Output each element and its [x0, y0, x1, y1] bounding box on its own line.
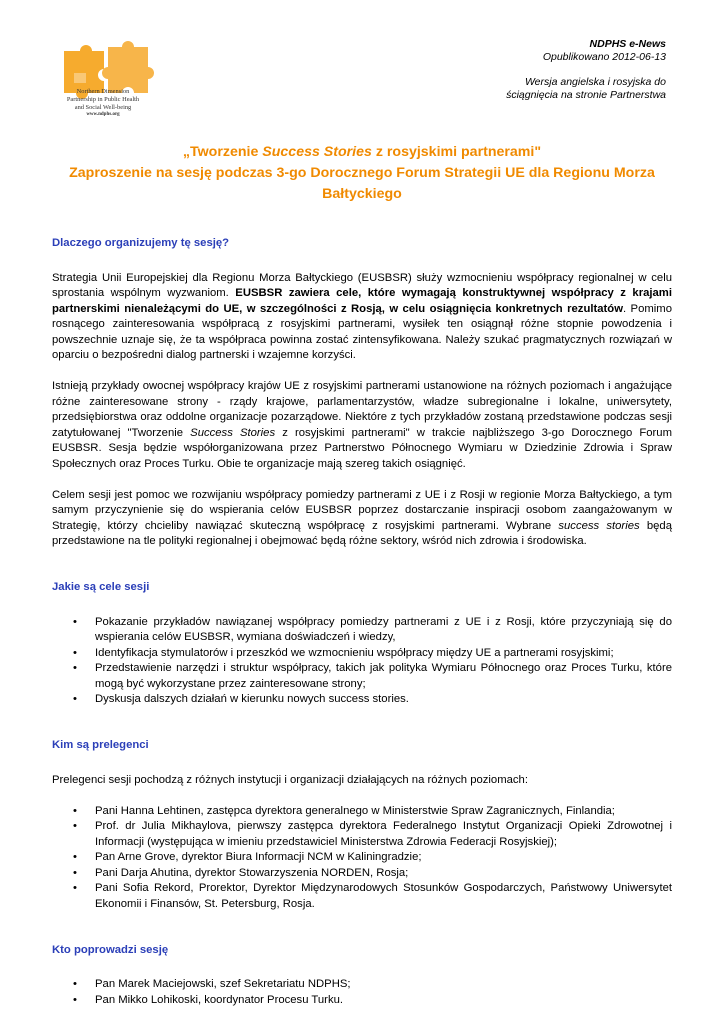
text: Strategia Unii Europejskiej dla Regionu Morza Bałtyckiego (EUSBSR) służy wzmocnieniu współpracy regionalnej w celu sprostania wspólnym wyzwaniom.: [52, 271, 672, 299]
title-line-2: Zaproszenie na sesję podczas 3-go Dorocznego Forum Strategii UE dla Regionu Morza Bałtyckiego: [69, 165, 655, 202]
published-date: Opublikowano 2012-06-13: [542, 50, 666, 63]
text: Celem sesji jest pomoc we rozwijaniu współpracy pomiedzy partnerami z UE i z Rosji w regionie Morza Bałtyckiego, a tym samym przyczynienie się do wspierania celów EUSBSR poprzez dostarczanie inspiracji osobom zaangażowanym w Strategię, którzy chcieliby nawiązać skuteczną współpracę z rosyjskimi partnerami. Wybrane: [52, 488, 672, 532]
paragraph-2: [52, 379, 672, 472]
title-line-1: [40, 142, 684, 163]
logo-url: www.ndphs.org: [86, 112, 120, 118]
logo-line-2: Partnership in Public Health: [66, 95, 140, 103]
text: . Pomimo rosnącego zainteresowania współpracą z rosyjskimi partnerami, wysiłek ten osiągnął różne stopnie powodzenia i powszechnie uznaje się, że ta współpraca powinna zostać zintensyfikowana. Należy szukać pragmatycznych rozwiązań w oparciu o bezpośredni dialog partnerski i wzajemne korzyści.: [52, 302, 672, 361]
newsletter-name: NDPHS e-News: [589, 38, 666, 50]
text: Istnieją przykłady owocnej współpracy krajów UE z rosyjskimi partnerami ustanowione na różnych poziomach i angażujące różne zainteresowane strony - rządy krajowe, parlamentarzystów, władze subregionalne i lokalne, uniwersytety, przedsiębiorstwa oraz oddolne organizacje pozarządowe. Niektóre z tych przykładów zostaną przedstawione podczas sesji zatytułowanej "Tworzenie: [52, 380, 672, 439]
section-heading-goals: Jakie są cele sesji: [52, 581, 150, 593]
list-item: • Pan Mikko Lohikoski, koordynator Procesu Turku.: [95, 993, 672, 1009]
speakers-intro: Prelegenci sesji pochodzą z różnych instytucji i organizacji działających na różnych poziomach:: [52, 773, 528, 786]
list-item: • Pani Sofia Rekord, Prorektor, Dyrektor Międzynarodowych Stosunków Gospodarczych, Państwowy Uniwersytet Ekonomii i Finansów, St. Petersburg, Rosja.: [95, 881, 672, 912]
list-item: • Identyfikacja stymulatorów i przeszkód we wzmocnieniu współpracy między UE a partnerami rosyjskimi;: [95, 646, 672, 662]
list-item: • Prof. dr Julia Mikhaylova, pierwszy zastępca dyrektora Federalnego Instytut Organizacji Opieki Zdrowotnej i Informacji (występująca w imieniu przedstawiciel Ministerstwa Zdrowia Federacji Rosyjskiej);: [95, 819, 672, 850]
section-heading-why: Dlaczego organizujemy tę sesję?: [52, 237, 230, 249]
document-body: [52, 236, 672, 1024]
text: z rosyjskimi partnerami" w trakcie najbliższego 3-go Dorocznego Forum EUSBSR. Sesja będzie współorganizowana przez Partnerstwo Północnego Wymiaru w Dziedzinie Zdrowia i Spraw Społecznych oraz Proces Turku. Obie te organizacje mają szereg takich osiągnięć.: [52, 426, 672, 470]
moderators-list: [52, 977, 672, 1008]
goals-list: [52, 615, 672, 708]
language-note-1: Wersja angielska i rosyjska do: [524, 76, 666, 88]
list-item: • Dyskusja dalszych działań w kierunku nowych success stories.: [95, 692, 672, 708]
list-item: • Pani Darja Ahutina, dyrektor Stowarzyszenia NORDEN, Rosja;: [95, 866, 672, 882]
logo-line-3: and Social Well-being: [74, 103, 132, 111]
header-meta: [506, 38, 666, 101]
title-italic: Success Stories: [262, 144, 372, 160]
list-item: • Pani Hanna Lehtinen, zastępca dyrektora generalnego w Ministerstwie Spraw Zagranicznych, Finlandia;: [95, 804, 672, 820]
list-item: • Pokazanie przykładów nawiązanej współpracy pomiedzy partnerami z UE i z Rosji, które przyczyniają się do wspierania celów EUSBSR, wymiana doświadczeń i wiedzy,: [95, 615, 672, 646]
list-item: • Pan Arne Grove, dyrektor Biura Informacji NCM w Kaliningradzie;: [95, 850, 672, 866]
italic-text: Success Stories: [190, 426, 276, 439]
text: będą przedstawione na tle polityki regionalnej i obejmować będą różne sektory, wśród nich zdrowia i środowiska.: [52, 519, 672, 547]
section-heading-speakers: Kim są prelegenci: [52, 739, 149, 751]
language-note-2: ściągnięcia na stronie Partnerstwa: [506, 88, 666, 101]
section-heading-moderators: Kto poprowadzi sesję: [52, 943, 169, 956]
document-title: [40, 142, 684, 205]
title-part: „Tworzenie: [182, 144, 263, 160]
speakers-list: [52, 804, 672, 913]
title-part: z rosyjskimi partnerami": [371, 144, 542, 160]
paragraph-3: [52, 488, 672, 550]
list-item: • Pan Marek Maciejowski, szef Sekretariatu NDPHS;: [95, 977, 672, 993]
paragraph-1: [52, 271, 672, 364]
list-item: • Przedstawienie narzędzi i struktur współpracy, takich jak polityka Wymiaru Północnego oraz Proces Turku, które mogą być wykorzystane przez zainteresowane strony;: [95, 661, 672, 692]
bold-text: EUSBSR zawiera cele, które wymagają konstruktywnej współpracy z krajami partnerskimi nienależącymi do UE, w szczególności z Rosją, w celu osiągnięcia konkretnych rezultatów: [52, 287, 672, 315]
logo-line-1: Northern Dimension: [76, 88, 130, 95]
italic-text: success stories: [558, 519, 640, 532]
logo-caption: [52, 88, 154, 119]
